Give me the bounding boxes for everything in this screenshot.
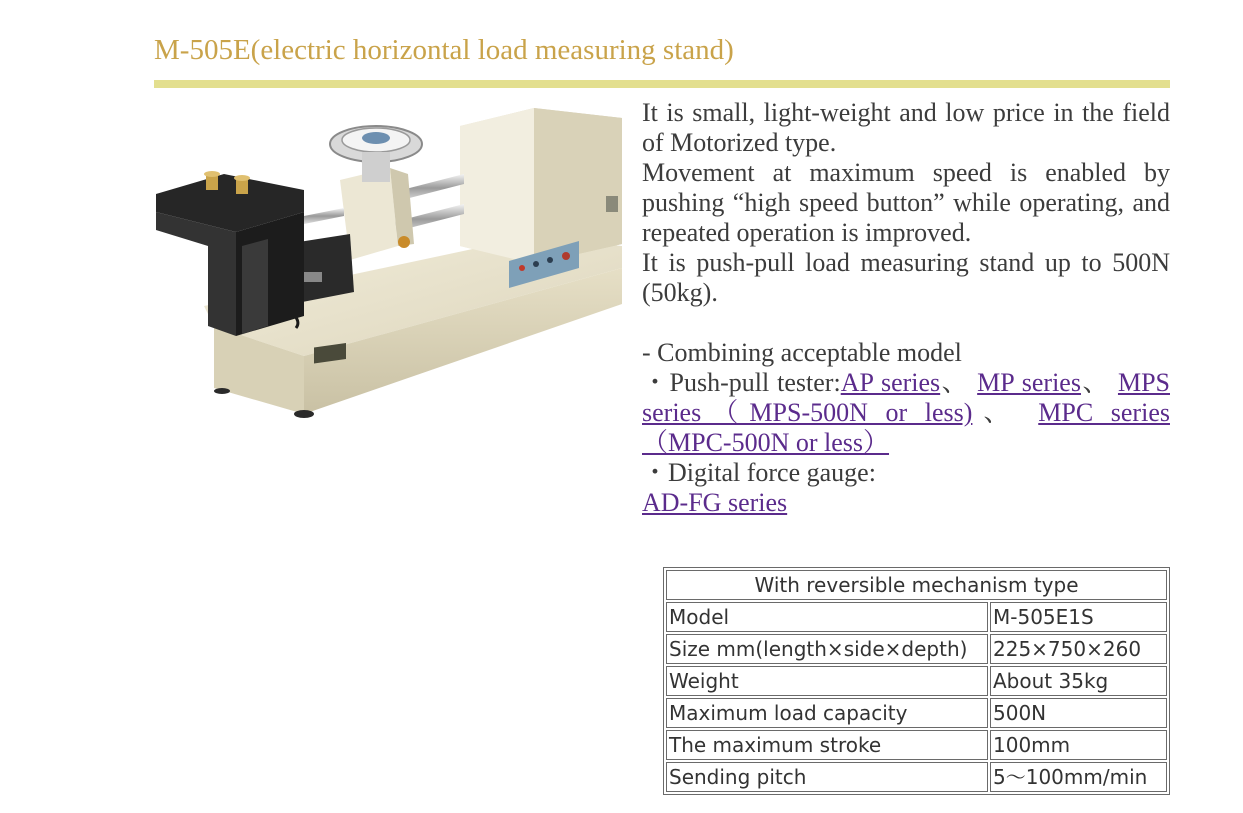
list-separator: 、 [1080,368,1110,397]
mp-series-link[interactable]: MP series [977,368,1081,397]
description-high-speed: Movement at maximum speed is enabled by pushing “high speed button” while operating, and repeated operation is improved. [642,158,1170,247]
table-row [666,602,1167,632]
title-divider [154,80,1170,88]
product-photo [154,96,624,426]
spec-value: M-505E1S [990,602,1167,632]
paragraph-spacer [642,308,1170,338]
product-description [642,98,1170,518]
table-row [666,634,1167,664]
table-row [666,666,1167,696]
spec-label: Weight [666,666,988,696]
spec-label: Maximum load capacity [666,698,988,728]
ad-fg-series-link[interactable]: AD-FG series [642,488,788,517]
spec-value: 225×750×260 [990,634,1167,664]
push-pull-label: ・Push-pull tester: [642,368,841,397]
list-separator: 、 [972,398,1021,427]
spec-label: Sending pitch [666,762,988,792]
mpc-series-link[interactable]: MPC series（MPC-500N or less） [642,398,1170,457]
mps-series-link[interactable]: MPS series（MPS-500N or less) [642,368,1170,427]
spec-value: 100mm [990,730,1167,760]
specification-table [663,567,1170,795]
table-header-row [666,570,1167,600]
combining-heading: - Combining acceptable model [642,338,962,367]
list-separator: 、 [940,368,970,397]
spec-label: Size mm(length×side×depth) [666,634,988,664]
spec-value: 500N [990,698,1167,728]
description-capacity: It is push-pull load measuring stand up to 500N (50kg). [642,248,1170,307]
description-size-weight: It is small, light-weight and low price in the field of Motorized type. [642,98,1170,157]
spec-label: Model [666,602,988,632]
table-header: With reversible mechanism type [666,570,1167,600]
push-pull-models [642,368,1170,458]
spec-value: 5〜100mm/min [990,762,1167,792]
table-row [666,762,1167,792]
ap-series-link[interactable]: AP series [840,368,941,397]
spec-label: The maximum stroke [666,730,988,760]
table-row [666,730,1167,760]
page-title: M-505E(electric horizontal load measuring stand) [154,34,734,66]
spec-value: About 35kg [990,666,1167,696]
digital-gauge-models [642,488,1170,518]
digital-gauge-label: ・Digital force gauge: [642,458,876,487]
table-row [666,698,1167,728]
